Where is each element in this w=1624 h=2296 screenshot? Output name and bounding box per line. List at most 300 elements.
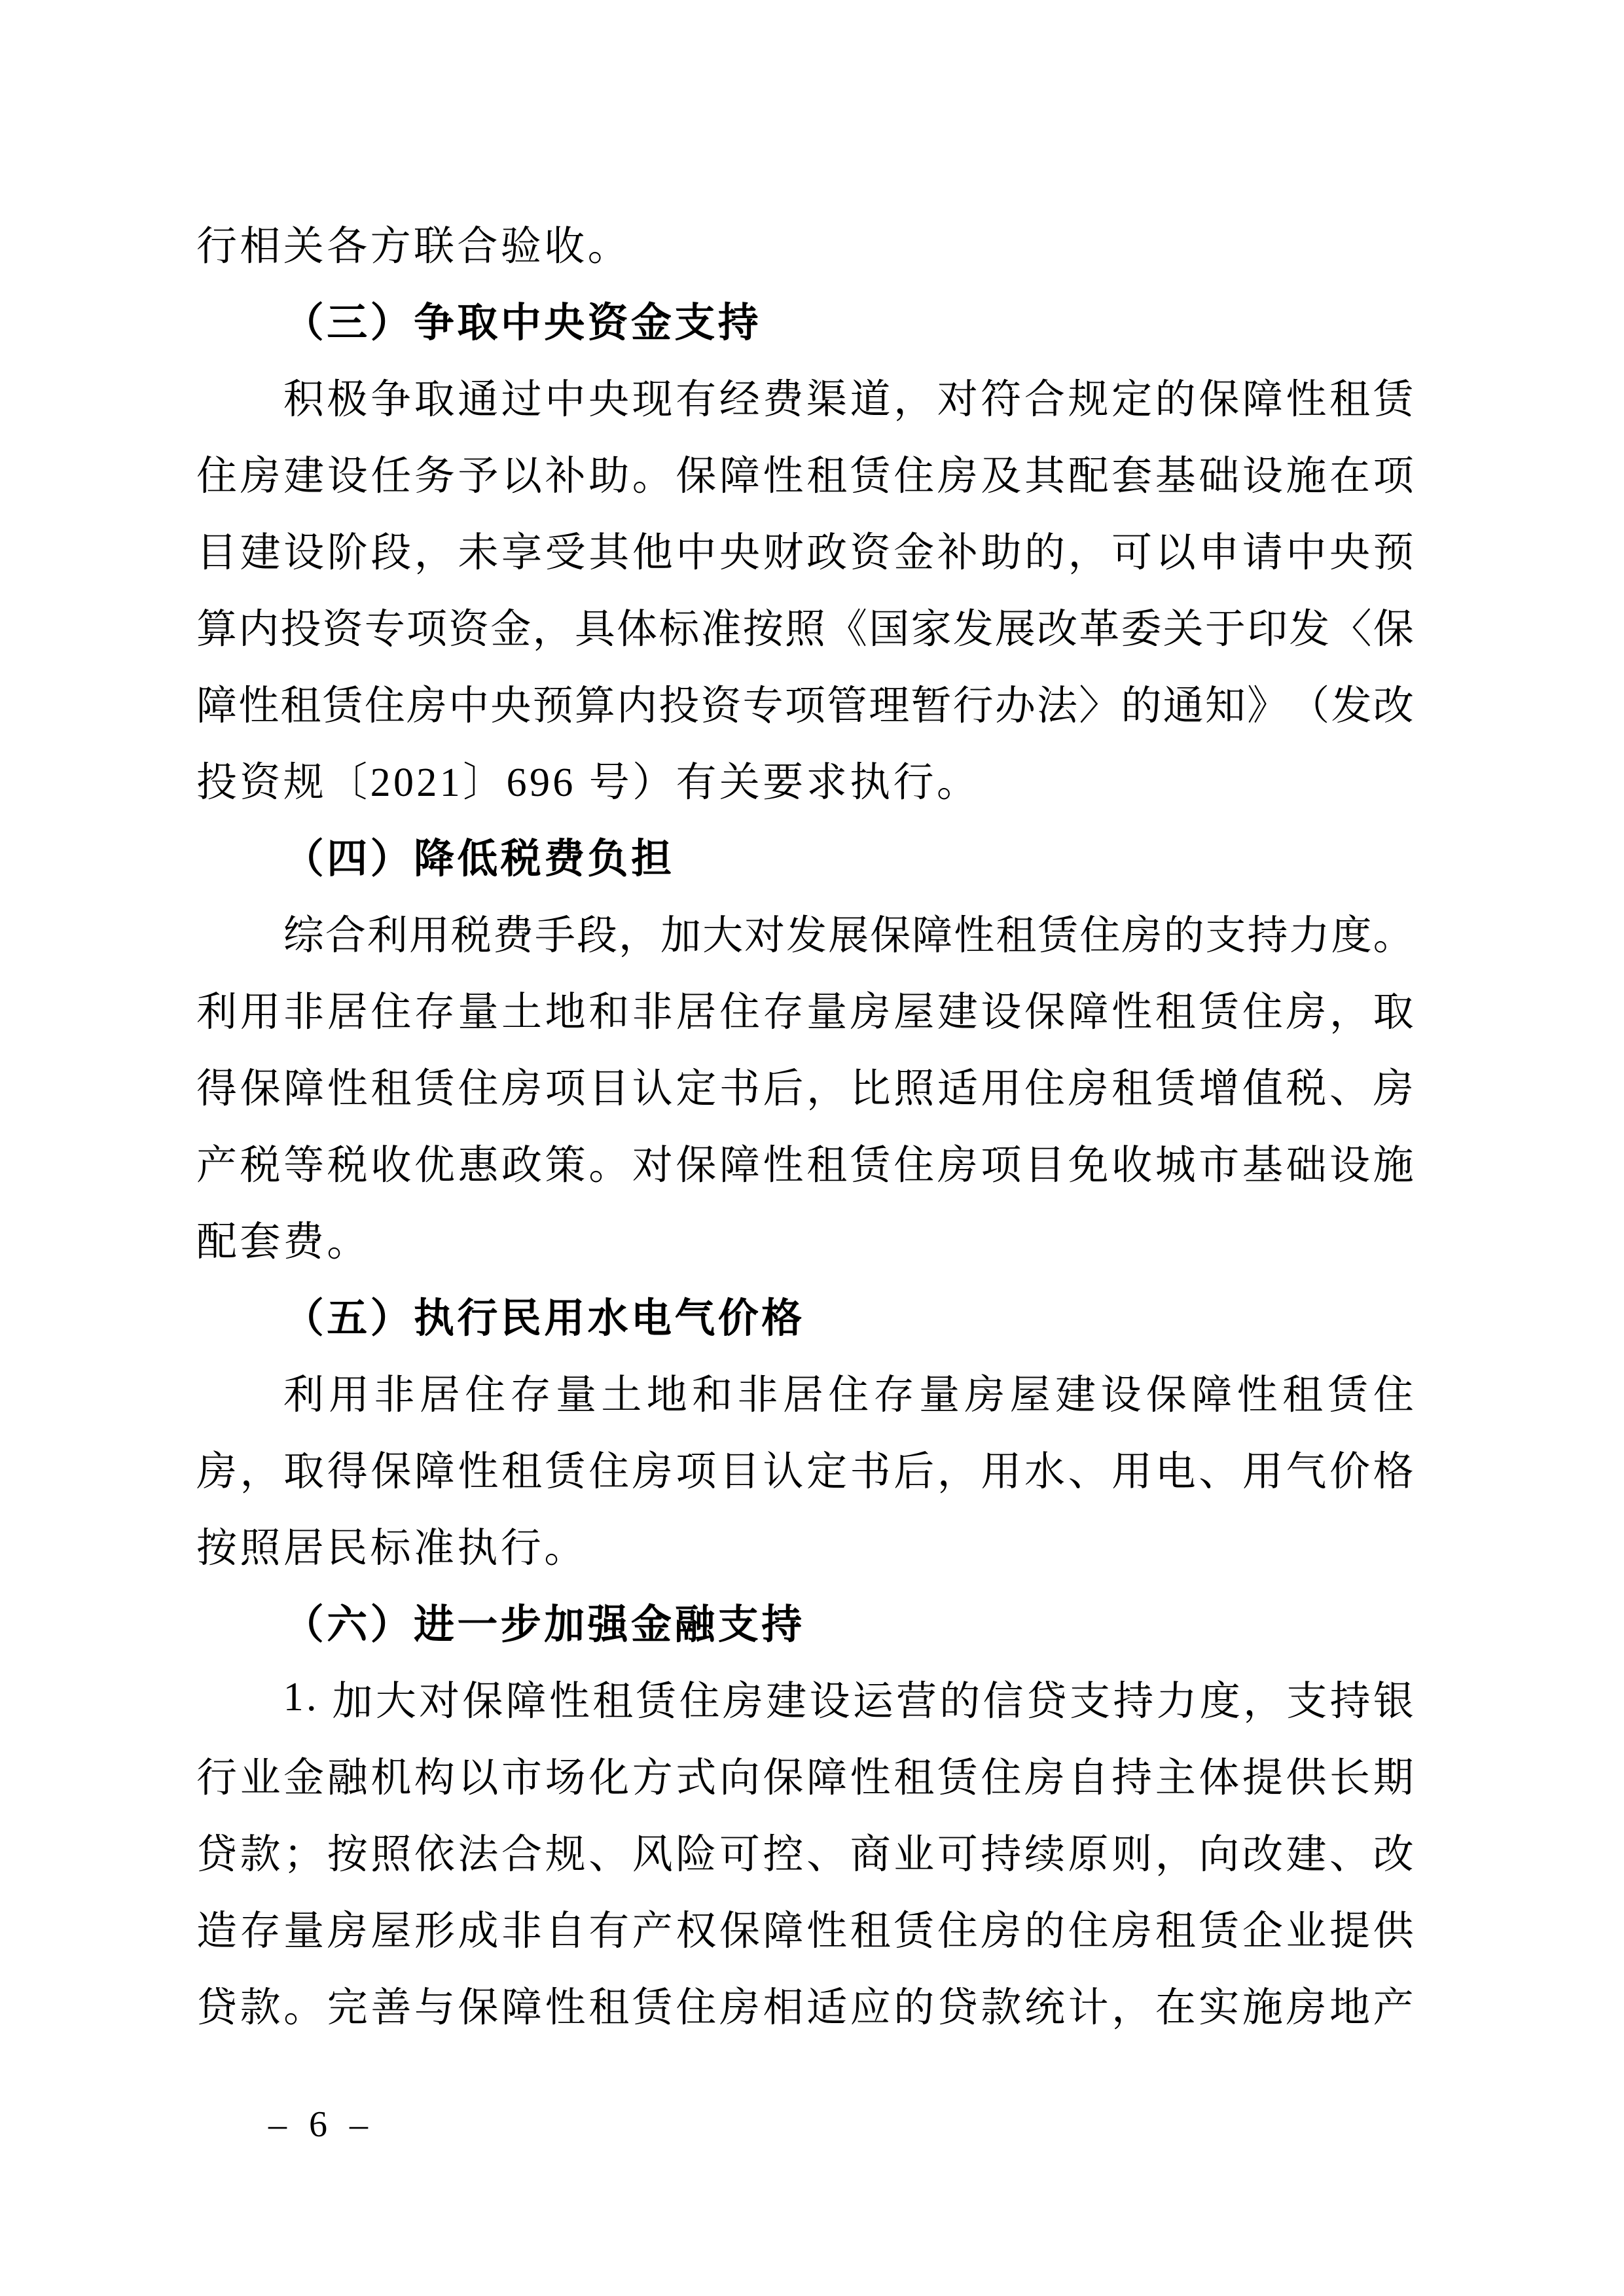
- character: 持: [1111, 1756, 1153, 1801]
- character: 合: [1024, 378, 1065, 422]
- character: 住: [828, 1373, 869, 1418]
- character: 预: [1373, 531, 1414, 575]
- character: 、: [806, 1833, 848, 1877]
- character: 障: [501, 1986, 543, 2030]
- character: 经: [719, 378, 760, 422]
- character: 中: [545, 378, 586, 422]
- character: 住: [196, 454, 238, 499]
- character: 产: [196, 1143, 238, 1188]
- character: 保: [676, 1143, 717, 1188]
- character: 目: [588, 1067, 630, 1111]
- character: 则: [1111, 1833, 1153, 1877]
- character: 依: [414, 1833, 455, 1877]
- character: 居: [676, 990, 717, 1035]
- character: 善: [370, 1986, 412, 2030]
- character: 用: [408, 914, 450, 958]
- character: 款: [240, 1986, 281, 2030]
- character: 保: [870, 914, 911, 958]
- character: 租: [280, 684, 321, 728]
- character: 标: [659, 607, 700, 652]
- character: 计: [1068, 1986, 1109, 2030]
- character: 中: [676, 531, 717, 575]
- character: 障: [1242, 378, 1283, 422]
- character: 得: [196, 1067, 238, 1111]
- character: 银: [1373, 1679, 1414, 1724]
- character: 存: [414, 990, 455, 1035]
- character: 的: [1121, 684, 1162, 728]
- character: 市: [1199, 1143, 1240, 1188]
- character: 〈: [1331, 607, 1372, 652]
- character: 享: [501, 531, 543, 575]
- character: 支: [1070, 1679, 1111, 1724]
- character: 非: [737, 1373, 778, 1418]
- character: 非: [632, 990, 673, 1035]
- character: 设: [1329, 1143, 1371, 1188]
- character: 书: [850, 1450, 891, 1494]
- character: 理: [869, 684, 910, 728]
- character: 住: [1079, 914, 1121, 958]
- character: 专: [742, 684, 784, 728]
- character: 非: [501, 1909, 543, 1954]
- character: 家: [911, 607, 952, 652]
- character: 房: [964, 1373, 1005, 1418]
- character: 赁: [1199, 1909, 1240, 1954]
- character: 补: [937, 531, 978, 575]
- character: 渠: [806, 378, 847, 422]
- character: 与: [414, 1986, 455, 2030]
- character: 后: [763, 1067, 804, 1111]
- character: 的: [1155, 378, 1196, 422]
- character: 有: [676, 378, 717, 422]
- character: 保: [462, 1679, 503, 1724]
- character: 住: [1373, 1373, 1414, 1418]
- character: 施: [1286, 454, 1327, 499]
- character: （: [1289, 684, 1330, 728]
- character: 赁: [322, 684, 363, 728]
- character: 适: [937, 1067, 978, 1111]
- character: 税: [1286, 1067, 1327, 1111]
- character: 他: [632, 531, 673, 575]
- character: 土: [501, 990, 543, 1035]
- character: 项: [1373, 454, 1414, 499]
- character: 建: [937, 990, 978, 1035]
- character: 格: [1373, 1450, 1414, 1494]
- character: 业: [240, 1756, 281, 1801]
- character: 性: [806, 1909, 848, 1954]
- character: 房: [981, 1909, 1022, 1954]
- character: 按: [742, 607, 784, 652]
- character: 房: [1286, 1986, 1327, 2030]
- character: 现: [632, 378, 673, 422]
- character: ，: [893, 378, 935, 422]
- character: 管: [827, 684, 868, 728]
- character: 造: [196, 1909, 238, 1954]
- character: 气: [1286, 1450, 1327, 1494]
- character: 设: [981, 990, 1022, 1035]
- character: 住: [588, 1450, 630, 1494]
- character: 量: [283, 1909, 325, 1954]
- character: 居: [327, 990, 368, 1035]
- character: 其: [1024, 454, 1065, 499]
- character: 赁: [414, 1067, 455, 1111]
- character: 改: [1242, 1833, 1283, 1877]
- text-line: 按照居民标准执行。: [196, 1526, 588, 1571]
- character: 过: [501, 378, 542, 422]
- character: 基: [1242, 1143, 1283, 1188]
- character: 性: [1286, 378, 1327, 422]
- character: 项: [981, 1143, 1022, 1188]
- character: 务: [414, 454, 455, 499]
- character: 房: [1286, 990, 1327, 1035]
- character: 统: [1024, 1986, 1065, 2030]
- character: 营: [896, 1679, 937, 1724]
- character: 构: [414, 1756, 455, 1801]
- character: 预: [532, 684, 573, 728]
- character: 段: [577, 914, 618, 958]
- character: 设: [1242, 454, 1283, 499]
- text-line: [196, 1659, 1414, 1736]
- character: 施: [1242, 1986, 1283, 2030]
- character: 完: [327, 1986, 368, 2030]
- character: 租: [501, 1450, 543, 1494]
- character: 存: [763, 990, 804, 1035]
- character: 租: [850, 1909, 891, 1954]
- character: 主: [1155, 1756, 1196, 1801]
- character: 赁: [636, 1679, 677, 1724]
- character: 租: [1155, 990, 1196, 1035]
- character: 租: [1282, 1373, 1324, 1418]
- character: 保: [458, 1986, 499, 2030]
- character: 地: [1329, 1986, 1371, 2030]
- character: 积: [283, 378, 324, 422]
- character: 的: [1024, 531, 1065, 575]
- character: 地: [646, 1373, 687, 1418]
- character: 体: [617, 607, 658, 652]
- text-line: [196, 357, 1414, 434]
- character: 住: [937, 1909, 978, 1954]
- character: 书: [719, 1067, 760, 1111]
- character: 策: [545, 1143, 586, 1188]
- character: 性: [763, 454, 804, 499]
- character: 央: [1329, 531, 1371, 575]
- character: 成: [458, 1909, 499, 1954]
- character: 中: [1286, 531, 1327, 575]
- character: 费: [492, 914, 533, 958]
- character: 保: [1146, 1373, 1187, 1418]
- character: 算: [196, 607, 238, 652]
- character: 运: [852, 1679, 893, 1724]
- character: 租: [1155, 1909, 1196, 1954]
- character: 房: [632, 1450, 673, 1494]
- character: 量: [556, 1373, 597, 1418]
- character: 的: [893, 1986, 935, 2030]
- character: 性: [954, 914, 995, 958]
- character: 款: [981, 1986, 1022, 2030]
- character: 住: [1242, 990, 1283, 1035]
- character: 有: [588, 1909, 630, 1954]
- character: 体: [1199, 1756, 1240, 1801]
- character: 政: [806, 531, 848, 575]
- character: 相: [763, 1986, 804, 2030]
- character: 持: [1247, 914, 1288, 958]
- character: 段: [370, 531, 412, 575]
- character: 性: [1111, 990, 1153, 1035]
- character: 取: [283, 1450, 325, 1494]
- character: 、: [1068, 1450, 1109, 1494]
- character: 的: [1163, 914, 1204, 958]
- character: 用: [1111, 1450, 1153, 1494]
- character: 暂: [911, 684, 952, 728]
- character: 房: [1373, 1067, 1414, 1111]
- character: 赁: [1199, 990, 1240, 1035]
- character: 予: [458, 454, 499, 499]
- character: 性: [458, 1450, 499, 1494]
- character: 支: [1205, 914, 1246, 958]
- character: 和: [588, 990, 630, 1035]
- character: 用: [240, 990, 281, 1035]
- character: 国: [869, 607, 910, 652]
- character: 融: [327, 1756, 368, 1801]
- character: 免: [1068, 1143, 1109, 1188]
- character: 项: [406, 607, 448, 652]
- character: 赁: [545, 1450, 586, 1494]
- character: 可: [1111, 531, 1153, 575]
- character: 阶: [327, 531, 368, 575]
- character: 住: [370, 990, 412, 1035]
- character: 住: [676, 1986, 717, 2030]
- character: .: [306, 1675, 317, 1719]
- character: 信: [983, 1679, 1024, 1724]
- character: 市: [501, 1756, 543, 1801]
- character: 存: [240, 1909, 281, 1954]
- character: 央: [490, 684, 532, 728]
- character: 障: [1068, 990, 1109, 1035]
- character: 向: [1199, 1833, 1240, 1877]
- character: 住: [1024, 1067, 1065, 1111]
- text-line: [196, 664, 1414, 740]
- character: 印: [1247, 607, 1288, 652]
- character: 支: [1286, 1679, 1327, 1724]
- character: 的: [939, 1679, 981, 1724]
- character: 发: [952, 607, 994, 652]
- character: ；: [283, 1833, 325, 1877]
- character: 配: [1068, 454, 1109, 499]
- character: 租: [1329, 378, 1371, 422]
- character: 赁: [1155, 1067, 1196, 1111]
- character: 贷: [937, 1986, 978, 2030]
- character: 改: [1037, 607, 1078, 652]
- character: 规: [545, 1833, 586, 1877]
- text-line: [196, 970, 1414, 1047]
- character: 住: [458, 1067, 499, 1111]
- character: 风: [632, 1833, 673, 1877]
- character: 持: [1329, 1679, 1371, 1724]
- character: 实: [1199, 1986, 1240, 2030]
- character: 中: [448, 684, 490, 728]
- character: 》: [1247, 684, 1288, 728]
- character: 具: [574, 607, 615, 652]
- character: 租: [370, 1067, 412, 1111]
- character: 住: [364, 684, 405, 728]
- character: 款: [240, 1833, 281, 1877]
- character: 房: [1121, 914, 1163, 958]
- character: ，: [1329, 990, 1371, 1035]
- character: 保: [1024, 990, 1065, 1035]
- character: 自: [1068, 1756, 1109, 1801]
- character: 、: [588, 1833, 630, 1877]
- character: 非: [374, 1373, 415, 1418]
- character: 照: [784, 607, 825, 652]
- character: 大: [702, 914, 744, 958]
- section-heading: （五）执行民用水电气价格: [283, 1297, 805, 1341]
- character: 城: [1155, 1143, 1196, 1188]
- character: 企: [1242, 1909, 1283, 1954]
- character: 建: [1055, 1373, 1096, 1418]
- character: 内: [238, 607, 280, 652]
- character: 水: [1024, 1450, 1065, 1494]
- character: 设: [1100, 1373, 1142, 1418]
- character: 等: [283, 1143, 325, 1188]
- character: ，: [1068, 531, 1109, 575]
- character: 以: [501, 454, 543, 499]
- character: 后: [893, 1450, 935, 1494]
- character: 展: [994, 607, 1036, 652]
- character: 建: [766, 1679, 807, 1724]
- character: 保: [763, 1756, 804, 1801]
- character: 金: [893, 531, 935, 575]
- character: 住: [893, 454, 935, 499]
- character: 期: [1373, 1756, 1414, 1801]
- character: 房: [850, 990, 891, 1035]
- character: 住: [981, 1756, 1022, 1801]
- character: 供: [1373, 1909, 1414, 1954]
- character: 建: [283, 454, 325, 499]
- character: 房: [937, 1143, 978, 1188]
- character: 、: [1329, 1067, 1371, 1111]
- character: 照: [370, 1833, 412, 1877]
- text-line: [196, 893, 1414, 970]
- character: 受: [545, 531, 586, 575]
- character: 性: [545, 1986, 586, 2030]
- character: 房: [196, 1450, 238, 1494]
- character: 于: [1204, 607, 1246, 652]
- character: 收: [370, 1143, 412, 1188]
- character: 。: [588, 1143, 630, 1188]
- character: 提: [1242, 1756, 1283, 1801]
- character: 提: [1329, 1909, 1371, 1954]
- character: 助: [981, 531, 1022, 575]
- character: 以: [458, 1756, 499, 1801]
- character: 度: [1331, 914, 1372, 958]
- character: 认: [763, 1450, 804, 1494]
- character: 设: [283, 531, 325, 575]
- character: 非: [283, 990, 325, 1035]
- character: 在: [1329, 454, 1371, 499]
- character: 投: [280, 607, 321, 652]
- character: 房: [327, 1909, 368, 1954]
- character: 财: [763, 531, 804, 575]
- character: 赁: [893, 1909, 935, 1954]
- character: 收: [1111, 1143, 1153, 1188]
- character: 性: [549, 1679, 590, 1724]
- character: 设: [809, 1679, 850, 1724]
- text-line: [196, 1429, 1414, 1506]
- character: 综: [283, 914, 324, 958]
- character: 赁: [632, 1986, 673, 2030]
- character: 规: [1068, 378, 1109, 422]
- character: 性: [327, 1067, 368, 1111]
- character: 原: [1068, 1833, 1109, 1877]
- character: 知: [1204, 684, 1246, 728]
- character: 专: [364, 607, 405, 652]
- character: 障: [763, 1909, 804, 1954]
- character: 险: [676, 1833, 717, 1877]
- character: 力: [1156, 1679, 1197, 1724]
- character: ，: [619, 914, 660, 958]
- character: 资: [448, 607, 490, 652]
- character: 屋: [370, 1909, 412, 1954]
- character: 屋: [1009, 1373, 1051, 1418]
- character: 存: [510, 1373, 551, 1418]
- character: 定: [676, 1067, 717, 1111]
- character: 用: [329, 1373, 370, 1418]
- character: 用: [981, 1067, 1022, 1111]
- character: 保: [676, 454, 717, 499]
- character: 请: [1242, 531, 1283, 575]
- character: 符: [981, 378, 1022, 422]
- character: 增: [1199, 1067, 1240, 1111]
- character: 住: [719, 990, 760, 1035]
- character: 障: [806, 1756, 848, 1801]
- character: [319, 1674, 330, 1721]
- character: 施: [1373, 1143, 1414, 1188]
- character: 利: [367, 914, 408, 958]
- character: 化: [588, 1756, 630, 1801]
- character: 土: [601, 1373, 642, 1418]
- character: 〉: [1079, 684, 1120, 728]
- character: 资: [322, 607, 363, 652]
- character: 障: [912, 914, 953, 958]
- character: 照: [893, 1067, 935, 1111]
- character: 行: [196, 1756, 238, 1801]
- character: 。: [1373, 914, 1414, 958]
- character: 应: [850, 1986, 891, 2030]
- character: 1: [283, 1675, 304, 1719]
- character: 租: [996, 914, 1037, 958]
- character: 委: [1121, 607, 1162, 652]
- character: 目: [196, 531, 238, 575]
- character: 大: [375, 1679, 416, 1724]
- character: 改: [1373, 1833, 1414, 1877]
- character: 赁: [850, 1143, 891, 1188]
- character: 可: [937, 1833, 978, 1877]
- character: 以: [1155, 531, 1196, 575]
- character: 比: [850, 1067, 891, 1111]
- character: 量: [919, 1373, 960, 1418]
- character: 资: [850, 531, 891, 575]
- character: 争: [370, 378, 411, 422]
- text-line: [196, 434, 1414, 511]
- character: 法: [1037, 684, 1078, 728]
- character: 金: [283, 1756, 325, 1801]
- character: 利: [196, 990, 238, 1035]
- character: 对: [744, 914, 785, 958]
- character: 加: [332, 1679, 373, 1724]
- character: 供: [1286, 1756, 1327, 1801]
- character: 房: [240, 454, 281, 499]
- character: 保: [370, 1450, 412, 1494]
- page-number: – 6 –: [268, 2104, 374, 2145]
